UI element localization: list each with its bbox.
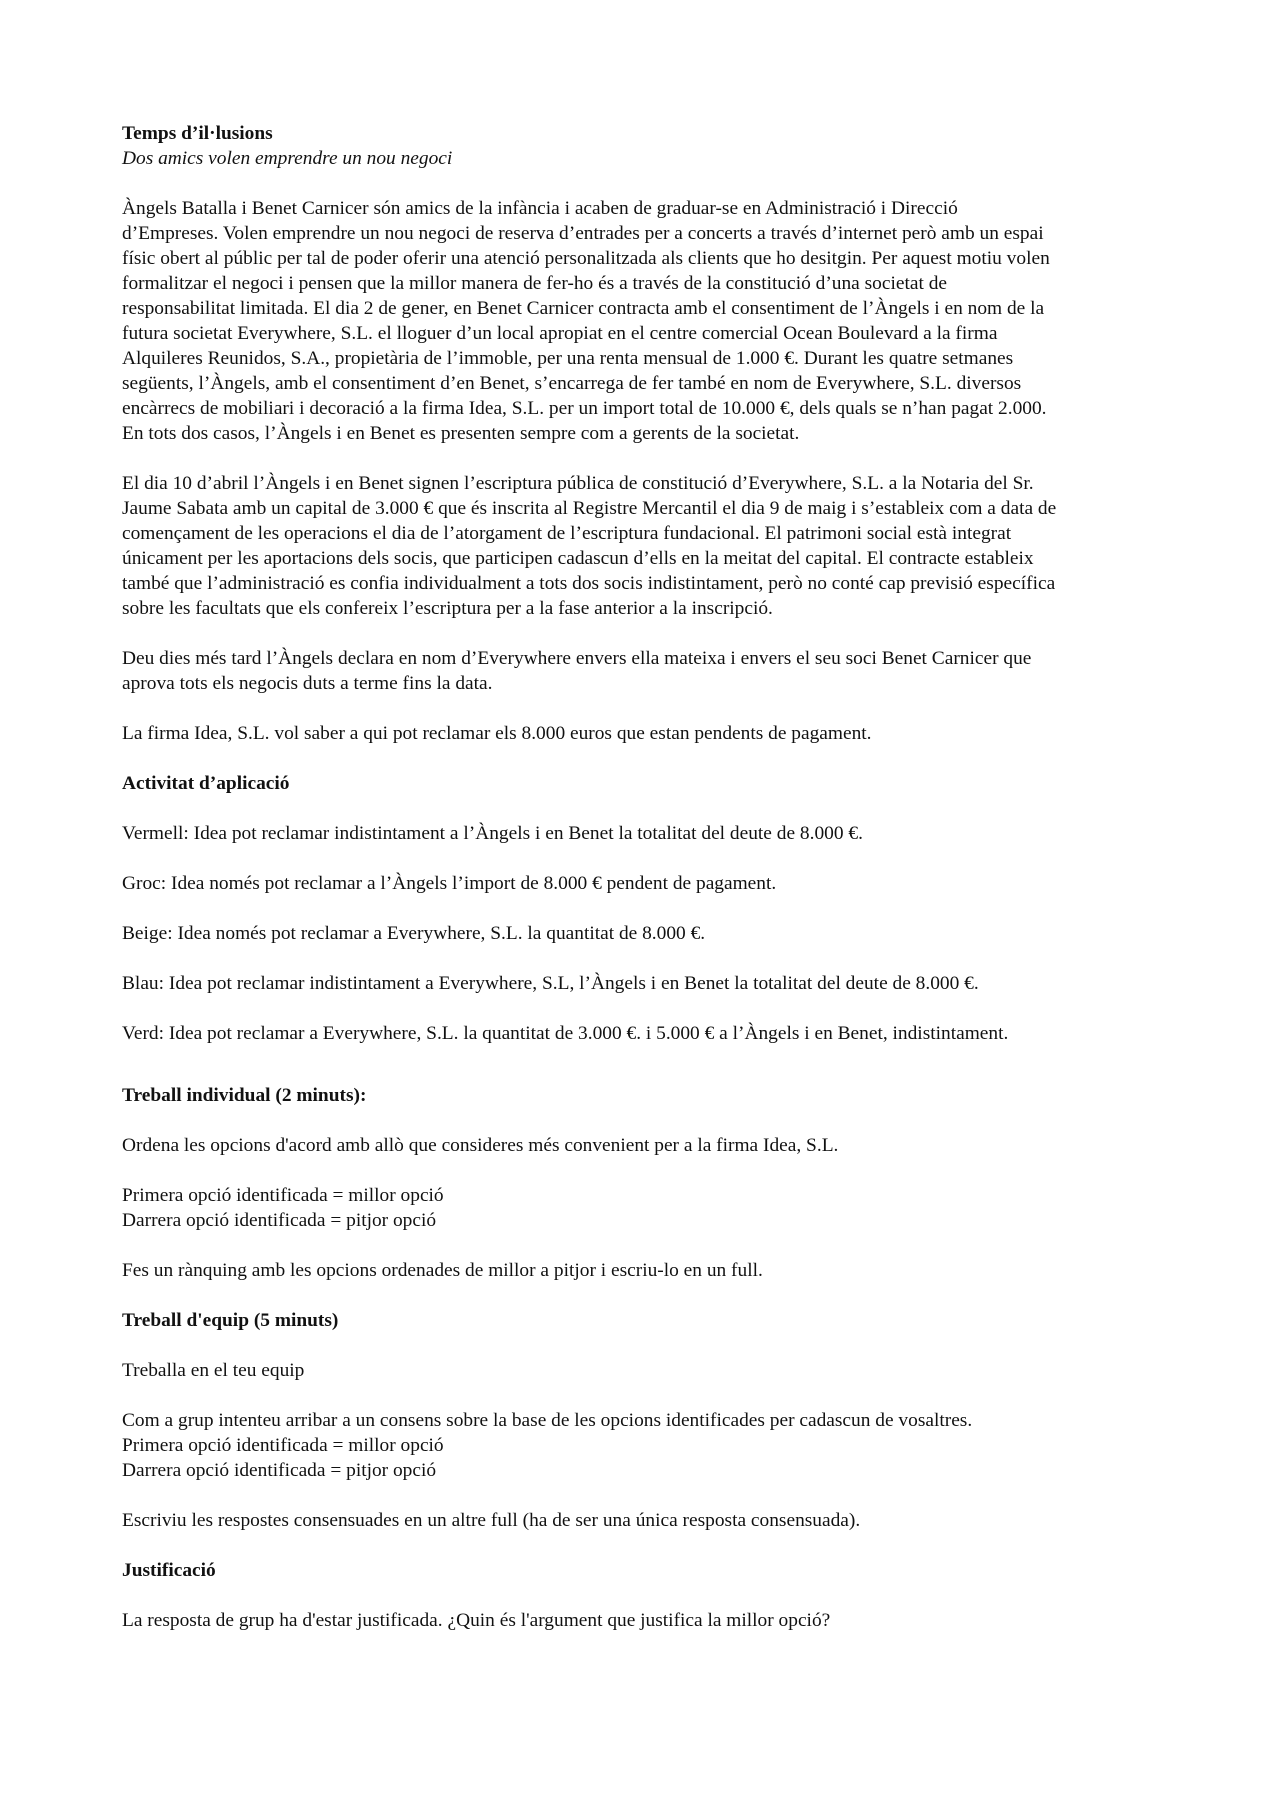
paragraph-line: El dia 10 d’abril l’Àngels i en Benet signen l’escriptura pública de constitució d’Everywhere, S.L. a la Notaria del Sr. xyxy=(122,473,1034,494)
section-heading: Justificació xyxy=(122,1560,216,1581)
case-paragraph-3 xyxy=(122,646,1172,696)
document-title: Temps d’il·lusions xyxy=(122,123,273,144)
paragraph-line: únicament per les aportacions dels socis, que participen cadascun d’ells en la meitat del capital. El contracte estableix xyxy=(122,548,1034,569)
option-beige: Beige: Idea només pot reclamar a Everywhere, S.L. la quantitat de 8.000 €. xyxy=(122,923,706,944)
paragraph-line: Àngels Batalla i Benet Carnicer són amics de la infància i acaben de graduar-se en Administració i Direcció xyxy=(122,198,958,219)
paragraph-line: Ordena les opcions d'acord amb allò que consideres més convenient per a la firma Idea, S.L. xyxy=(122,1135,839,1156)
paragraph-line: següents, l’Àngels, amb el consentiment d’en Benet, s’encarrega de fer també en nom de Everywhere, S.L. diversos xyxy=(122,373,1022,394)
option-blau: Blau: Idea pot reclamar indistintament a Everywhere, S.L, l’Àngels i en Benet la totalitat del deute de 8.000 €. xyxy=(122,973,979,994)
paragraph-line: encàrrecs de mobiliari i decoració a la firma Idea, S.L. per un import total de 10.000 €, dels quals se n’han pagat 2.000. xyxy=(122,398,1047,419)
spacer xyxy=(122,1071,1172,1083)
team-heading xyxy=(122,1308,1172,1333)
paragraph-line: Treballa en el teu equip xyxy=(122,1360,305,1381)
paragraph-line: sobre les facultats que els confereix l’escriptura per a la fase anterior a la inscripció. xyxy=(122,598,773,619)
document-page xyxy=(122,121,1172,1658)
paragraph-line: aprova tots els negocis duts a terme fins la data. xyxy=(122,673,493,694)
case-question xyxy=(122,721,1172,746)
paragraph-line: Fes un rànquing amb les opcions ordenades de millor a pitjor i escriu-lo en un full. xyxy=(122,1260,763,1281)
justification-heading xyxy=(122,1558,1172,1583)
paragraph-line: també que l’administració es confia individualment a tots dos socis indistintament, però no conté cap previsió específica xyxy=(122,573,1056,594)
case-paragraph-2 xyxy=(122,471,1172,621)
justification-text xyxy=(122,1608,1172,1633)
section-heading: Treball d'equip (5 minuts) xyxy=(122,1310,339,1331)
option-groc: Groc: Idea només pot reclamar a l’Àngels l’import de 8.000 € pendent de pagament. xyxy=(122,873,777,894)
case-paragraph-1 xyxy=(122,196,1172,446)
paragraph-line: Deu dies més tard l’Àngels declara en nom d’Everywhere envers ella mateixa i envers el seu soci Benet Carnicer que xyxy=(122,648,1032,669)
paragraph-line: Darrera opció identificada = pitjor opció xyxy=(122,1210,437,1231)
section-heading: Activitat d’aplicació xyxy=(122,773,290,794)
paragraph-line: Darrera opció identificada = pitjor opció xyxy=(122,1460,437,1481)
option-verd: Verd: Idea pot reclamar a Everywhere, S.L. la quantitat de 3.000 €. i 5.000 € a l’Àngels i en Benet, indistintament. xyxy=(122,1023,1009,1044)
paragraph-line: La resposta de grup ha d'estar justificada. ¿Quin és l'argument que justifica la millor opció? xyxy=(122,1610,831,1631)
paragraph-line: futura societat Everywhere, S.L. el lloguer d’un local apropiat en el centre comercial Ocean Boulevard a la firma xyxy=(122,323,998,344)
paragraph-line: Primera opció identificada = millor opció xyxy=(122,1435,444,1456)
paragraph-line: formalitzar el negoci i pensen que la millor manera de fer-ho és a través de la constitució d’una societat de xyxy=(122,273,947,294)
paragraph-line: Jaume Sabata amb un capital de 3.000 € que és inscrita al Registre Mercantil el dia 9 de maig i s’estableix com a data de xyxy=(122,498,1057,519)
individual-rank xyxy=(122,1183,1172,1233)
paragraph-line: físic obert al públic per tal de poder oferir una atenció personalitzada als clients que ho desitgin. Per aquest motiu volen xyxy=(122,248,1050,269)
option-vermell: Vermell: Idea pot reclamar indistintament a l’Àngels i en Benet la totalitat del deute de 8.000 €. xyxy=(122,823,863,844)
paragraph-line: La firma Idea, S.L. vol saber a qui pot reclamar els 8.000 euros que estan pendents de pagament. xyxy=(122,723,872,744)
paragraph-line: d’Empreses. Volen emprendre un nou negoci de reserva d’entrades per a concerts a través d’internet però amb un espai xyxy=(122,223,1044,244)
paragraph-line: Alquileres Reunidos, S.A., propietària de l’immoble, per una renta mensual de 1.000 €. Durant les quatre setmanes xyxy=(122,348,1014,369)
team-consensus xyxy=(122,1408,1172,1483)
title-block xyxy=(122,121,1172,171)
paragraph-line: Com a grup intenteu arribar a un consens sobre la base de les opcions identificades per cadascun de vosaltres. xyxy=(122,1410,973,1431)
individual-write xyxy=(122,1258,1172,1283)
paragraph-line: Primera opció identificada = millor opció xyxy=(122,1185,444,1206)
paragraph-line: En tots dos casos, l’Àngels i en Benet es presenten sempre com a gerents de la societat. xyxy=(122,423,800,444)
individual-heading xyxy=(122,1083,1172,1108)
team-intro xyxy=(122,1358,1172,1383)
document-subtitle: Dos amics volen emprendre un nou negoci xyxy=(122,148,453,169)
paragraph-line: començament de les operacions el dia de l’atorgament de l’escriptura fundacional. El patrimoni social està integrat xyxy=(122,523,1012,544)
paragraph-line: responsabilitat limitada. El dia 2 de gener, en Benet Carnicer contracta amb el consentiment de l’Àngels i en nom de la xyxy=(122,298,1045,319)
options-list xyxy=(122,821,1172,1046)
paragraph-line: Escriviu les respostes consensuades en un altre full (ha de ser una única resposta consensuada). xyxy=(122,1510,861,1531)
section-heading: Treball individual (2 minuts): xyxy=(122,1085,367,1106)
individual-instruction xyxy=(122,1133,1172,1158)
team-write xyxy=(122,1508,1172,1533)
activity-heading xyxy=(122,771,1172,796)
